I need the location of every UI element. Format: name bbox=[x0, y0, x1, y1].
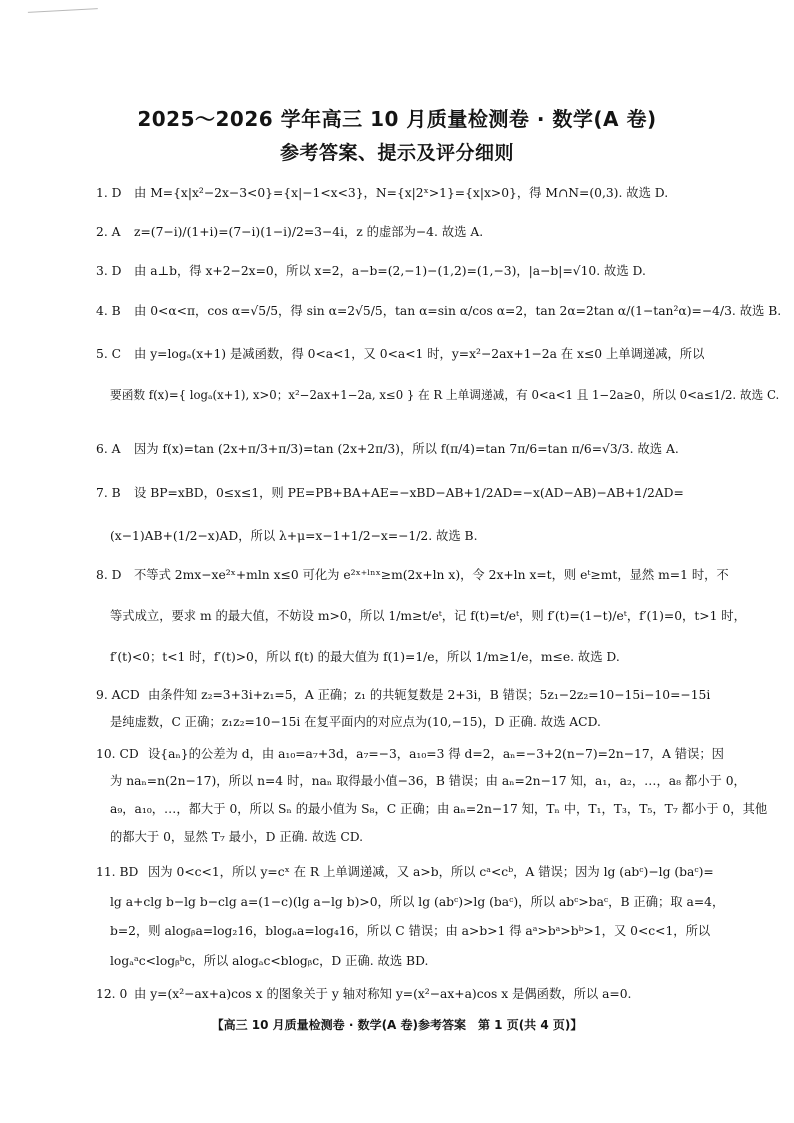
answer-explanation: f′(t)<0；t<1 时，f′(t)>0，所以 f(t) 的最大值为 f(1)=1/e，所以 1/m≥1/e，m≤e. 故选 D. bbox=[110, 650, 620, 664]
answer-explanation: 是纯虚数，C 正确；z₁z₂=10−15i 在复平面内的对应点为(10,−15)，D 正确. 故选 ACD. bbox=[110, 715, 601, 729]
answer-explanation: 由 0<α<π，cos α=√5/5，得 sin α=2√5/5，tan α=sin α/cos α=2，tan 2α=2tan α/(1−tan²α)=−4/3. 故选 B. bbox=[134, 304, 782, 318]
answer-explanation: 设{aₙ}的公差为 d，由 a₁₀=a₇+3d，a₇=−3，a₁₀=3 得 d=2，aₙ=−3+2(n−7)=2n−17，A 错误；因 bbox=[148, 747, 724, 761]
answer-explanation: 由 y=(x²−ax+a)cos x 的图象关于 y 轴对称知 y=(x²−ax+a)cos x 是偶函数，所以 a=0. bbox=[134, 987, 632, 1001]
answer-number: 1. D bbox=[96, 186, 122, 200]
answer-explanation: 由 a⊥b，得 x+2−2x=0，所以 x=2，a−b=(2,−1)−(1,2)=(1,−3)，|a−b|=√10. 故选 D. bbox=[134, 264, 646, 278]
answer-number: 3. D bbox=[96, 264, 122, 278]
answer-number: 8. D bbox=[96, 568, 122, 582]
answer-explanation: 由 y=logₐ(x+1) 是减函数，得 0<a<1，又 0<a<1 时，y=x²−2ax+1−2a 在 x≤0 上单调递减，所以 bbox=[134, 347, 705, 361]
answer-number: 9. ACD bbox=[96, 688, 140, 702]
answer-explanation: (x−1)AB+(1/2−x)AD，所以 λ+μ=x−1+1/2−x=−1/2. 故选 B. bbox=[110, 529, 478, 543]
answer-explanation: logₐᵃc<logᵦᵇc，所以 alogₐc<blogᵦc，D 正确. 故选 BD. bbox=[110, 954, 429, 968]
answer-number: 12. 0 bbox=[96, 987, 128, 1001]
answer-explanation: b=2，则 alogᵦa=log₂16，blogₐa=log₄16，所以 C 错误；由 a>b>1 得 aᵃ>bᵃ>bᵇ>1，又 0<c<1，所以 bbox=[110, 924, 711, 938]
answer-explanation: a₉，a₁₀，…，都大于 0，所以 Sₙ 的最小值为 S₈，C 正确；由 aₙ=2n−17 知，Tₙ 中，T₁，T₃，T₅，T₇ 都小于 0，其他 bbox=[110, 802, 768, 816]
answer-explanation: 由条件知 z₂=3+3i+z₁=5，A 正确；z₁ 的共轭复数是 2+3i，B 错误；5z₁−2z₂=10−15i−10=−15i bbox=[148, 688, 711, 702]
scan-artifact bbox=[28, 8, 98, 19]
page-footer: 【高三 10 月质量检测卷 · 数学(A 卷)参考答案 第 1 页(共 4 页)】 bbox=[211, 1018, 583, 1032]
answer-number: 7. B bbox=[96, 486, 121, 500]
answer-explanation: lg a+clg b−lg b−clg a=(1−c)(lg a−lg b)>0，所以 lg (abᶜ)>lg (baᶜ)，所以 abᶜ>baᶜ，B 正确；取 a=4， bbox=[110, 895, 725, 909]
answer-explanation: 的都大于 0，显然 T₇ 最小，D 正确. 故选 CD. bbox=[110, 830, 364, 844]
page-title: 2025～2026 学年高三 10 月质量检测卷 · 数学(A 卷) bbox=[137, 107, 657, 131]
page-subtitle: 参考答案、提示及评分细则 bbox=[279, 142, 514, 164]
answer-number: 10. CD bbox=[96, 747, 139, 761]
answer-number: 2. A bbox=[96, 225, 121, 239]
answer-explanation: 设 BP=xBD，0≤x≤1，则 PE=PB+BA+AE=−xBD−AB+1/2AD=−x(AD−AB)−AB+1/2AD= bbox=[134, 486, 684, 500]
answer-number: 4. B bbox=[96, 304, 121, 318]
answer-explanation: z=(7−i)/(1+i)=(7−i)(1−i)/2=3−4i，z 的虚部为−4. 故选 A. bbox=[134, 225, 484, 239]
answer-number: 11. BD bbox=[96, 865, 139, 879]
answer-explanation: 因为 f(x)=tan (2x+π/3+π/3)=tan (2x+2π/3)，所以 f(π/4)=tan 7π/6=tan π/6=√3/3. 故选 A. bbox=[134, 442, 679, 456]
answer-number: 6. A bbox=[96, 442, 121, 456]
answer-number: 5. C bbox=[96, 347, 122, 361]
answer-explanation: 为 naₙ=n(2n−17)，所以 n=4 时，naₙ 取得最小值−36，B 错误；由 aₙ=2n−17 知，a₁，a₂，…，a₈ 都小于 0， bbox=[110, 774, 746, 788]
answer-explanation: 要函数 f(x)={ logₐ(x+1), x>0；x²−2ax+1−2a, x≤0 } 在 R 上单调递减，有 0<a<1 且 1−2a≥0，所以 0<a≤1/2. 故选 C. bbox=[110, 388, 780, 402]
answer-explanation: 等式成立，要求 m 的最大值，不妨设 m>0，所以 1/m≥t/eᵗ，记 f(t)=t/eᵗ，则 f′(t)=(1−t)/eᵗ，f′(1)=0，t>1 时， bbox=[110, 609, 746, 623]
answer-explanation: 不等式 2mx−xe²ˣ+mln x≤0 可化为 e²ˣ⁺ˡⁿˣ≥m(2x+ln x)，令 2x+ln x=t，则 eᵗ≥mt，显然 m=1 时，不 bbox=[134, 568, 729, 582]
answer-explanation: 由 M={x|x²−2x−3<0}={x|−1<x<3}，N={x|2ˣ>1}={x|x>0}，得 M∩N=(0,3). 故选 D. bbox=[134, 186, 669, 200]
answer-explanation: 因为 0<c<1，所以 y=cˣ 在 R 上单调递减，又 a>b，所以 cᵃ<cᵇ，A 错误；因为 lg (abᶜ)−lg (baᶜ)= bbox=[148, 865, 714, 879]
